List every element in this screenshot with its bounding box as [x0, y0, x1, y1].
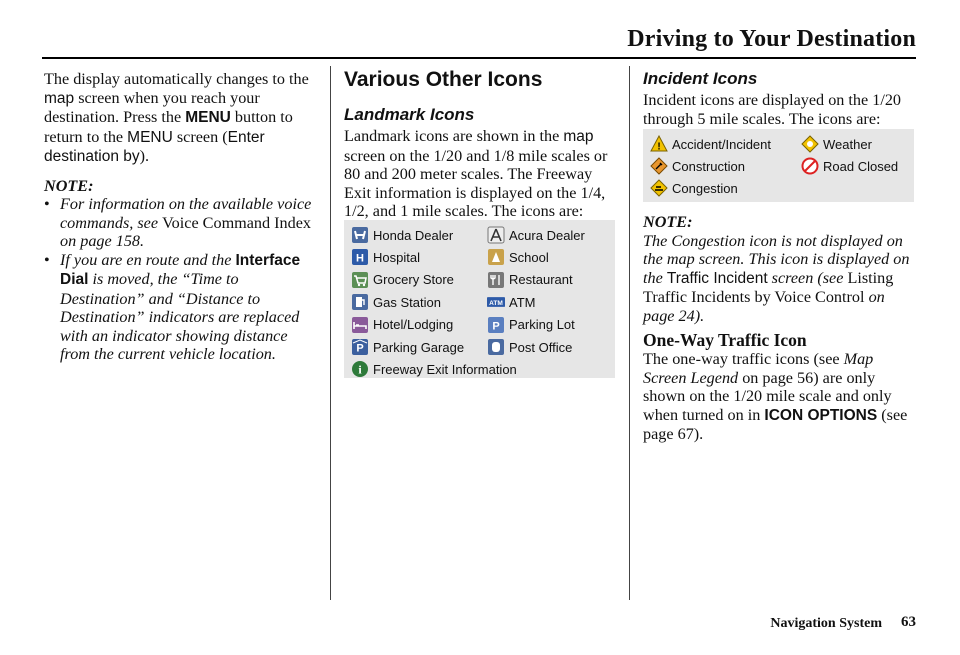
landmark-icon-label: ATM [509, 294, 536, 310]
landmark-icon-item [351, 270, 454, 290]
landmark-icon-item [351, 292, 441, 312]
landmark-icon-label: Gas Station [373, 294, 441, 310]
incident-icon-item [801, 156, 898, 176]
landmark-icon-label: Grocery Store [373, 272, 454, 288]
post-office-icon [487, 338, 505, 356]
freeway-exit-icon [351, 360, 369, 378]
parking-lot-icon [487, 316, 505, 334]
text: Landmark icons are shown in the [344, 127, 564, 145]
svg-text:i: i [358, 362, 362, 377]
landmark-icon-item [351, 337, 464, 357]
landmark-icon-item [487, 292, 535, 312]
term-menu-screen: MENU [127, 128, 173, 146]
landmark-icon-item [487, 225, 585, 245]
text: (see page 67). [643, 405, 908, 443]
incident-note [643, 213, 919, 325]
note-item [44, 195, 316, 251]
restaurant-icon [487, 271, 505, 289]
term-listing-traffic: Listing Traffic Incidents by Voice Control [643, 268, 894, 306]
note-list [44, 195, 316, 364]
grocery-store-icon [351, 271, 369, 289]
text: ). [139, 147, 150, 165]
svg-text:H: H [356, 252, 364, 265]
incident-paragraph: Incident icons are displayed on the 1/20 through 5 mile scales. The icons are: [643, 91, 902, 128]
term-map: map [563, 128, 594, 145]
landmark-icon-label: Parking Lot [509, 317, 575, 333]
term-menu-button: MENU [185, 109, 231, 126]
landmark-icon-label: Honda Dealer [373, 227, 454, 243]
parking-garage-icon [351, 338, 369, 356]
landmark-icon-label: Acura Dealer [509, 227, 585, 243]
weather-icon [801, 135, 819, 153]
text: The Congestion icon is not displayed on the map screen. This icon is displayed on the [643, 231, 910, 287]
incident-icon-label: Road Closed [823, 158, 899, 174]
congestion-icon [650, 179, 668, 197]
incident-icon-item [650, 134, 771, 154]
construction-icon [650, 157, 668, 175]
accident-icon [650, 135, 668, 153]
column-left [44, 70, 316, 364]
text: on page 158. [60, 232, 145, 250]
text: The one-way traffic icons (see [643, 350, 844, 368]
term-enter-destination: Enter destination by [44, 128, 265, 165]
text: If you are en route and the [60, 250, 236, 269]
header-rule [42, 57, 916, 59]
landmark-icon-item [351, 247, 420, 267]
note-text [643, 232, 919, 326]
school-icon [487, 248, 505, 266]
incident-icon-label: Accident/Incident [672, 136, 772, 152]
term-voice-command-index: Voice Command Index [162, 213, 312, 232]
note-item [44, 251, 316, 364]
text: button to return to the [44, 108, 293, 146]
term-icon-options: ICON OPTIONS [764, 406, 878, 424]
text: screen when you reach your destination. Press the [44, 88, 260, 126]
page-title: Driving to Your Destination [627, 26, 916, 52]
incident-icon-item [650, 156, 745, 176]
svg-text:P: P [356, 342, 364, 355]
incident-icon-item [801, 134, 872, 154]
landmark-icon-item [487, 337, 572, 357]
text: For information on the available voice commands, see [60, 195, 312, 232]
landmark-icon-label: Restaurant [509, 272, 573, 288]
incident-icon-label: Construction [672, 158, 745, 174]
landmark-icon-label: Hotel/Lodging [373, 317, 454, 333]
acura-dealer-icon [487, 226, 505, 244]
landmark-icon-item [351, 225, 453, 245]
term-traffic-incident: Traffic Incident [666, 269, 768, 287]
intro-paragraph [44, 70, 316, 167]
hotel-icon [351, 316, 369, 334]
term-interface-dial: Interface Dial [60, 251, 301, 288]
text: screen on the 1/20 and 1/8 mile scales or 80 and 200 meter scales. The Freeway Exit information is displayed on the 1/4, 1/2, and 1 mile scales. The icons are: [344, 146, 608, 220]
landmark-icon-label: Post Office [509, 339, 573, 355]
subheading-one-way: One-Way Traffic Icon [643, 330, 807, 350]
note-label: NOTE: [643, 213, 693, 231]
text: on page 24). [643, 288, 885, 325]
column-divider [330, 66, 331, 600]
incident-icon-item [650, 178, 738, 198]
text: on page 56) are only shown on the 1/20 mile scale and only when turned on in [643, 368, 892, 424]
term-map-screen-legend: Map Screen Legend [643, 350, 874, 387]
landmark-icon-item [487, 247, 549, 267]
page-number: 63 [901, 614, 916, 630]
gas-station-icon [351, 293, 369, 311]
subheading-landmark: Landmark Icons [344, 105, 475, 124]
landmark-icon-item [351, 315, 453, 335]
atm-icon [487, 293, 505, 311]
landmark-icon-item [487, 315, 575, 335]
text: is moved, the “Time to Destination” and “Distance to Destination” indicators are replaced with an indicator showing distance from the current vehicle location. [60, 270, 300, 363]
landmark-icon-item [487, 270, 573, 290]
landmark-icon-label: Parking Garage [373, 339, 465, 355]
one-way-paragraph [643, 350, 919, 444]
text: The display automatically changes to the [44, 70, 309, 88]
landmark-icon-label: School [509, 249, 549, 265]
road-closed-icon [801, 157, 819, 175]
svg-text:P: P [492, 320, 500, 333]
note-label: NOTE: [44, 176, 94, 195]
footer-label: Navigation System [770, 616, 882, 631]
landmark-icon-label: Freeway Exit Information [373, 361, 517, 377]
honda-dealer-icon [351, 226, 369, 244]
term-map: map [44, 89, 75, 107]
landmark-paragraph [344, 127, 620, 221]
text: screen (see [767, 268, 848, 287]
text: screen ( [172, 127, 228, 146]
column-divider [629, 66, 630, 600]
incident-icon-label: Weather [823, 136, 872, 152]
section-heading: Various Other Icons [344, 68, 543, 91]
hospital-icon [351, 248, 369, 266]
subheading-incident: Incident Icons [643, 69, 758, 88]
incident-icon-label: Congestion [672, 180, 738, 196]
landmark-icon-item [351, 359, 517, 379]
svg-text:ATM: ATM [489, 300, 503, 308]
landmark-icon-label: Hospital [373, 249, 420, 265]
svg-text:!: ! [657, 141, 661, 153]
